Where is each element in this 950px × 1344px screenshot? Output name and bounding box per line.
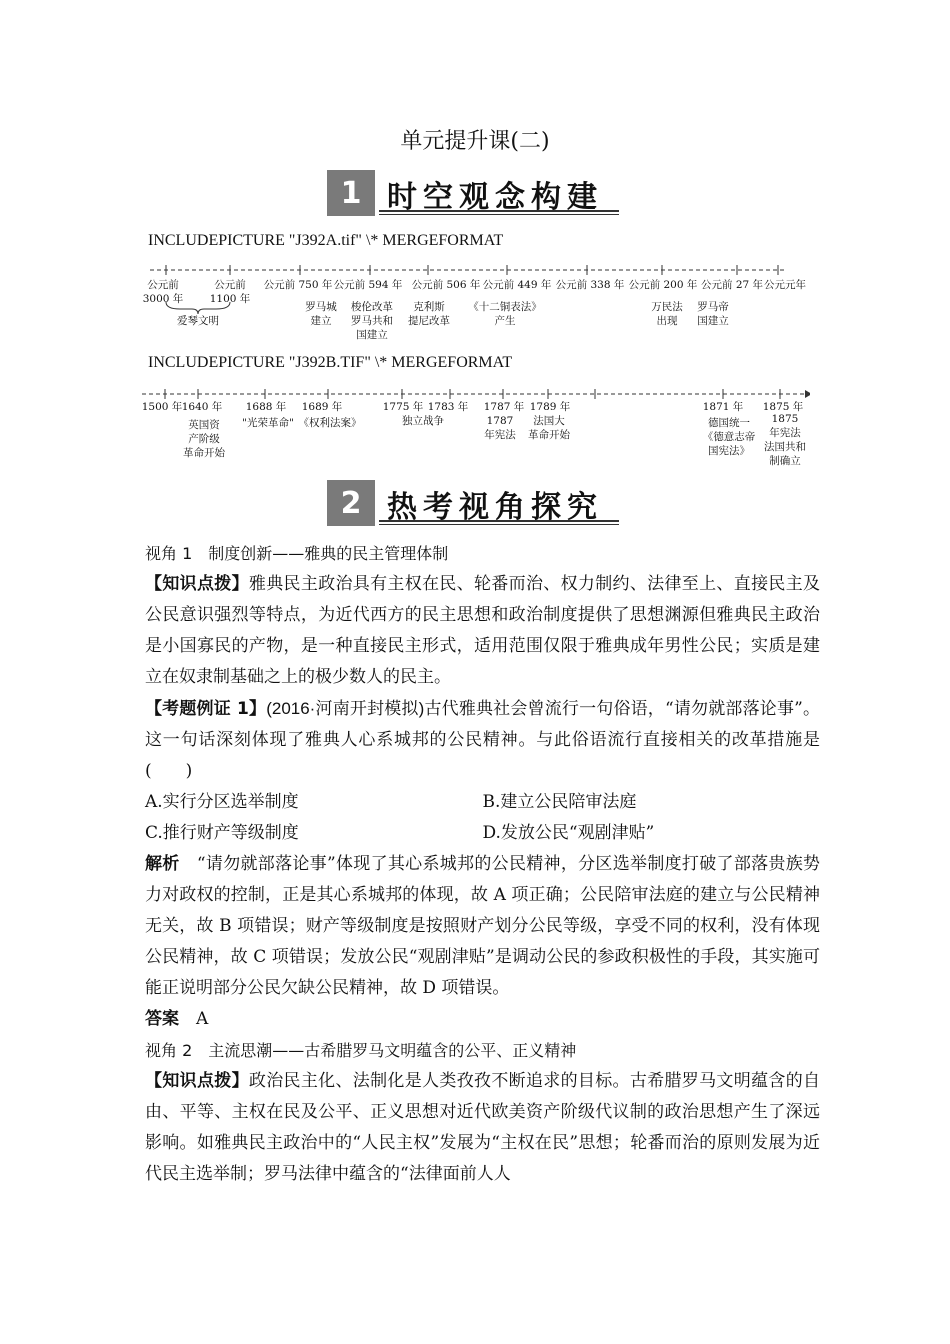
timeline1-date: 公元前 449 年 <box>482 279 552 291</box>
timeline2-date: 1789 年 <box>529 401 571 413</box>
section-banner-1 <box>327 170 619 216</box>
timeline1-event: 克利斯 提尼改革 <box>408 301 450 327</box>
timeline2-date: 1640 年 <box>181 401 223 413</box>
view2-heading: 视角 2 主流思潮——古希腊罗马文明蕴含的公平、正义精神 <box>145 1041 577 1060</box>
timeline1-date: 公元元年 <box>764 279 806 291</box>
timeline2-event: "光荣革命" <box>242 417 294 429</box>
options-row-2 <box>145 818 820 849</box>
timeline1-date: 公元前 338 年 <box>555 279 625 291</box>
timeline2-date: 1500 年 <box>141 401 183 413</box>
timeline2-date: 1787 年 <box>483 401 525 413</box>
timeline1-event: 罗马帝 国建立 <box>697 301 729 327</box>
timeline1-event: 万民法 出现 <box>651 301 683 327</box>
analysis: 解析 “请勿就部落论事”体现了其心系城邦的公民精神，分区选举制度打破了部落贵族势力对政权的控制，正是其心系城邦的体现，故 A 项正确；公民陪审法庭的建立与公民精神无关，故 B 项错误；财产等级制度是按照财产划分公民等级，享受不同的权利，没有体现公民精神，故 C 项错误；发放公民“观剧津贴”是调动公民的参政积极性的手段，其实施可能正说明部分公民欠缺公民精神，故 D 项错误。 <box>145 854 821 998</box>
timeline1-event: 罗马城 建立 <box>305 301 337 327</box>
options-row-1 <box>145 787 820 818</box>
include-field-1: INCLUDEPICTURE "J392A.tif" \* MERGEFORMAT <box>148 232 504 249</box>
timeline2-event: 《权利法案》 <box>298 417 362 429</box>
knowledge-point-2: 【知识点拨】政治民主化、法制化是人类孜孜不断追求的目标。古希腊罗马文明蕴含的自由、平等、主权在民及公平、正义思想对近代欧美资产阶级代议制的政治思想产生了深远影响。如雅典民主政治中的“人民主权”发展为“主权在民”思想；轮番而治的原则发展为近代民主选举制；罗马法律中蕴含的“法律面前人人 <box>145 1071 821 1184</box>
include-field-2: INCLUDEPICTURE "J392B.TIF" \* MERGEFORMAT <box>148 354 513 371</box>
option-c: C.推行财产等级制度 <box>145 823 299 843</box>
timeline2-event: 1787 年宪法 <box>484 415 516 441</box>
timeline2-date: 1688 年 <box>245 401 287 413</box>
view1-heading: 视角 1 制度创新——雅典的民主管理体制 <box>145 544 449 563</box>
section-number: 1 <box>327 170 375 216</box>
timeline1-event: 爱琴文明 <box>177 315 219 327</box>
timeline1-event: 梭伦改革 罗马共和 国建立 <box>351 301 393 341</box>
timeline2-event: 德国统一 《德意志帝 国宪法》 <box>702 417 756 457</box>
timeline2-event: 英国资 产阶级 革命开始 <box>183 419 225 459</box>
section-number: 2 <box>327 480 375 526</box>
timeline1-date: 公元前 27 年 <box>700 279 764 291</box>
timeline2-date: 1871 年 <box>702 401 744 413</box>
section-label: 时空观念构建 <box>387 180 603 215</box>
option-b: B.建立公民陪审法庭 <box>482 792 637 812</box>
timeline1-date: 公元前 750 年 <box>263 279 333 291</box>
content-body <box>145 538 820 1190</box>
timeline2-event: 独立战争 <box>402 415 444 427</box>
timeline2-date: 1875 年 <box>762 401 804 413</box>
timeline2-event: 法国大 革命开始 <box>528 415 570 441</box>
option-a: A.实行分区选举制度 <box>145 792 299 812</box>
timeline2-date: 1689 年 <box>301 401 343 413</box>
timeline2-date: 1783 年 <box>427 401 469 413</box>
timeline1-date: 公元前 594 年 <box>333 279 403 291</box>
timeline2-event: 1875 年宪法 法国共和 制确立 <box>764 413 806 467</box>
timeline1-date: 公元前 3000 年 <box>142 279 184 305</box>
option-d: D.发放公民“观剧津贴” <box>482 823 655 843</box>
exam-example-1: 【考题例证 1】(2016·河南开封模拟)古代雅典社会曾流行一句俗语，“请勿就部落论事”。这一句话深刻体现了雅典人心系城邦的公民精神。与此俗语流行直接相关的改革措施是( ) <box>145 699 820 781</box>
timeline1-date: 公元前 506 年 <box>411 279 481 291</box>
section-banner-2 <box>327 480 619 526</box>
section-label: 热考视角探究 <box>387 490 603 525</box>
timeline1-event: 《十二铜表法》 产生 <box>468 301 542 327</box>
timeline1-date: 公元前 200 年 <box>628 279 698 291</box>
knowledge-point-1: 【知识点拨】雅典民主政治具有主权在民、轮番而治、权力制约、法律至上、直接民主及公民意识强烈等特点，为近代西方的民主思想和政治制度提供了思想渊源但雅典民主政治是小国寡民的产物，是一种直接民主形式，适用范围仅限于雅典成年男性公民；实质是建立在奴隶制基础之上的极少数人的民主。 <box>145 574 821 687</box>
page-title: 单元提升课(二) <box>400 129 550 154</box>
answer: 答案 A <box>145 1009 209 1029</box>
timeline2-date: 1775 年 <box>382 401 424 413</box>
timeline1-date: 公元前 1100 年 <box>209 279 251 305</box>
